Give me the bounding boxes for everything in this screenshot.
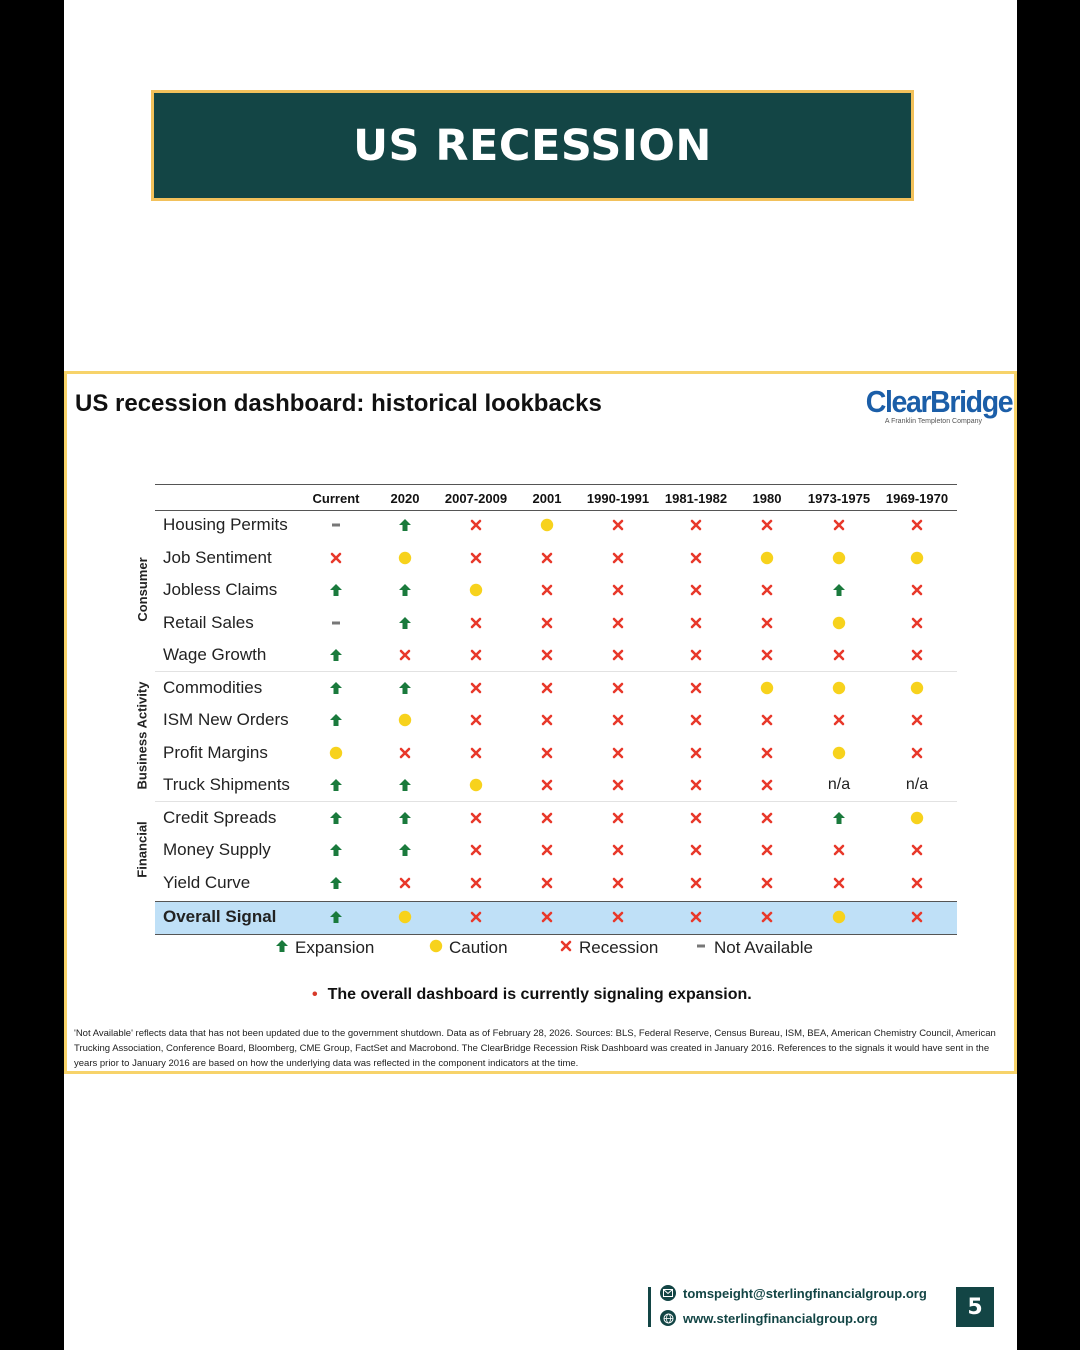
recession-x-icon [907, 907, 927, 927]
recession-x-icon [326, 548, 346, 568]
recession-x-icon [907, 515, 927, 535]
recession-x-icon [537, 775, 557, 795]
indicator-label: Jobless Claims [163, 580, 278, 599]
recession-x-icon [466, 710, 486, 730]
recession-x-icon [608, 907, 628, 927]
recession-x-icon [608, 613, 628, 633]
recession-x-icon [608, 548, 628, 568]
recession-x-icon [686, 808, 706, 828]
expansion-arrow-icon [326, 645, 346, 665]
legend-label: Recession [579, 938, 659, 957]
caution-dot-icon [907, 808, 927, 828]
indicator-label: ISM New Orders [163, 710, 289, 729]
indicator-label: Retail Sales [163, 612, 254, 632]
caution-dot-icon [829, 548, 849, 568]
expansion-arrow-icon [829, 580, 849, 600]
recession-x-icon [537, 808, 557, 828]
indicator-label: Money Supply [163, 840, 271, 859]
legend-item [429, 938, 508, 958]
caution-dot-icon [907, 548, 927, 568]
recession-x-icon [466, 548, 486, 568]
recession-x-icon [829, 873, 849, 893]
recession-x-icon [466, 645, 486, 665]
recession-x-icon [559, 938, 573, 958]
website-text[interactable]: www.sterlingfinancialgroup.org [683, 1310, 878, 1326]
caution-dot-icon [466, 580, 486, 600]
recession-x-icon [907, 580, 927, 600]
signal-cell [897, 775, 937, 795]
indicator-label: Truck Shipments [163, 775, 290, 794]
group-separator [155, 671, 957, 672]
expansion-arrow-icon [395, 613, 415, 633]
table-top-rule [155, 484, 957, 485]
expansion-arrow-icon [395, 580, 415, 600]
overall-signal-label: Overall Signal [163, 907, 277, 926]
recession-x-icon [537, 580, 557, 600]
caution-dot-icon [466, 775, 486, 795]
recession-x-icon [686, 710, 706, 730]
recession-x-icon [907, 645, 927, 665]
logo-name: ClearBridge [865, 384, 1012, 419]
recession-x-icon [537, 907, 557, 927]
group-label: Consumer [134, 557, 150, 622]
recession-x-icon [907, 873, 927, 893]
recession-x-icon [537, 710, 557, 730]
recession-x-icon [466, 808, 486, 828]
recession-x-icon [757, 907, 777, 927]
expansion-arrow-icon [326, 808, 346, 828]
column-header: 1980 [752, 491, 782, 506]
indicator-label: Credit Spreads [163, 807, 277, 827]
recession-x-icon [608, 645, 628, 665]
recession-x-icon [537, 548, 557, 568]
column-header: 2007-2009 [444, 491, 508, 506]
column-header: 1973-1975 [807, 491, 871, 506]
email-icon [660, 1285, 676, 1301]
expansion-arrow-icon [326, 840, 346, 860]
recession-x-icon [907, 840, 927, 860]
legend-item [694, 938, 813, 958]
column-header: 1969-1970 [885, 491, 949, 506]
caution-dot-icon [757, 678, 777, 698]
expansion-arrow-icon [326, 873, 346, 893]
expansion-arrow-icon [395, 840, 415, 860]
email-text[interactable]: tomspeight@sterlingfinancialgroup.org [683, 1285, 927, 1301]
recession-x-icon [466, 840, 486, 860]
legend-item [559, 938, 658, 958]
legend-label: Expansion [295, 938, 375, 957]
recession-x-icon [757, 840, 777, 860]
recession-x-icon [829, 515, 849, 535]
recession-x-icon [537, 613, 557, 633]
recession-x-icon [686, 907, 706, 927]
recession-x-icon [686, 580, 706, 600]
page [64, 0, 1017, 1350]
recession-x-icon [395, 743, 415, 763]
expansion-arrow-icon [395, 775, 415, 795]
recession-x-icon [608, 743, 628, 763]
recession-x-icon [757, 645, 777, 665]
summary-text: The overall dashboard is currently signaling expansion. [327, 986, 752, 1003]
page-number: 5 [956, 1287, 994, 1327]
recession-x-icon [757, 808, 777, 828]
recession-x-icon [608, 678, 628, 698]
caution-dot-icon [757, 548, 777, 568]
recession-x-icon [757, 613, 777, 633]
recession-x-icon [829, 645, 849, 665]
caution-dot-icon [395, 710, 415, 730]
na-text: n/a [905, 776, 929, 793]
caution-dot-icon [395, 548, 415, 568]
recession-x-icon [608, 515, 628, 535]
group-label: Financial [134, 821, 150, 878]
recession-x-icon [686, 743, 706, 763]
recession-x-icon [608, 710, 628, 730]
group-separator [155, 801, 957, 802]
expansion-arrow-icon [326, 775, 346, 795]
recession-x-icon [466, 678, 486, 698]
recession-x-icon [686, 678, 706, 698]
caution-dot-icon [537, 515, 557, 535]
caution-dot-icon [829, 743, 849, 763]
recession-x-icon [757, 873, 777, 893]
recession-x-icon [537, 678, 557, 698]
recession-x-icon [686, 873, 706, 893]
summary-bullet: • The overall dashboard is currently signaling expansion. [312, 986, 752, 1003]
recession-x-icon [608, 808, 628, 828]
recession-x-icon [757, 580, 777, 600]
dashboard-card [64, 371, 1017, 1074]
caution-dot-icon [429, 938, 443, 958]
recession-x-icon [757, 743, 777, 763]
legend-item [275, 938, 374, 958]
expansion-arrow-icon [829, 808, 849, 828]
legend-label: Not Available [714, 938, 813, 957]
recession-x-icon [466, 873, 486, 893]
globe-icon [660, 1310, 676, 1326]
group-label: Business Activity [134, 681, 150, 790]
recession-x-icon [829, 710, 849, 730]
recession-x-icon [466, 907, 486, 927]
caution-dot-icon [829, 678, 849, 698]
legend-label: Caution [449, 938, 508, 957]
recession-x-icon [686, 840, 706, 860]
recession-x-icon [395, 873, 415, 893]
column-header: 2020 [390, 491, 420, 506]
expansion-arrow-icon [395, 808, 415, 828]
recession-x-icon [537, 645, 557, 665]
recession-x-icon [686, 548, 706, 568]
recession-x-icon [537, 743, 557, 763]
recession-x-icon [608, 775, 628, 795]
indicator-label: Yield Curve [163, 872, 251, 892]
logo-tagline: A Franklin Templeton Company [884, 418, 982, 425]
recession-x-icon [537, 840, 557, 860]
caution-dot-icon [907, 678, 927, 698]
recession-x-icon [907, 743, 927, 763]
footer-divider [648, 1287, 651, 1327]
indicator-label: Profit Margins [163, 742, 268, 762]
expansion-arrow-icon [326, 710, 346, 730]
not-available-dash-icon [694, 938, 708, 958]
recession-x-icon [466, 515, 486, 535]
caution-dot-icon [395, 907, 415, 927]
expansion-arrow-icon [395, 515, 415, 535]
recession-x-icon [537, 873, 557, 893]
na-text: n/a [827, 776, 851, 793]
column-header: 1990-1991 [586, 491, 650, 506]
expansion-arrow-icon [326, 907, 346, 927]
expansion-arrow-icon [275, 938, 289, 958]
recession-x-icon [395, 645, 415, 665]
title-banner [151, 90, 914, 201]
email-line[interactable] [660, 1285, 927, 1301]
expansion-arrow-icon [395, 678, 415, 698]
not-available-dash-icon [326, 613, 346, 633]
caution-dot-icon [829, 907, 849, 927]
column-header: Current [312, 491, 360, 506]
recession-x-icon [686, 613, 706, 633]
column-header: 2001 [532, 491, 562, 506]
indicator-label: Wage Growth [163, 645, 267, 664]
footnote: 'Not Available' reflects data that has not been updated due to the government shutdown. Data as of February 28, 2026. Sources: BLS, Federal Reserve, Census Bureau, ISM, BEA, American Chemistry Council, American Trucking Association, Conference Board, Bloomberg, CME Group, FactSet and Macrobond. The ClearBridge Recession Risk Dashboard was created in January 2016. References to the signals it would have sent in the years prior to January 2016 are based on how the underlying data was reflected in the component indicators at the time. [74, 1028, 996, 1069]
caution-dot-icon [326, 743, 346, 763]
banner-title: US RECESSION [353, 120, 712, 171]
recession-x-icon [608, 580, 628, 600]
recession-x-icon [907, 710, 927, 730]
expansion-arrow-icon [326, 580, 346, 600]
recession-x-icon [829, 840, 849, 860]
not-available-dash-icon [326, 515, 346, 535]
signal-cell [819, 775, 859, 795]
recession-x-icon [466, 613, 486, 633]
recession-x-icon [466, 743, 486, 763]
recession-x-icon [757, 515, 777, 535]
recession-x-icon [686, 515, 706, 535]
contact-footer [648, 1285, 998, 1330]
recession-x-icon [686, 775, 706, 795]
recession-x-icon [757, 775, 777, 795]
indicator-label: Job Sentiment [163, 547, 272, 567]
recession-x-icon [608, 873, 628, 893]
website-line[interactable] [660, 1310, 878, 1326]
recession-x-icon [907, 613, 927, 633]
expansion-arrow-icon [326, 678, 346, 698]
table-header-rule [155, 510, 957, 511]
indicator-label: Commodities [163, 677, 263, 697]
recession-x-icon [757, 710, 777, 730]
clearbridge-logo [853, 386, 1012, 425]
card-title: US recession dashboard: historical lookbacks [75, 390, 602, 417]
caution-dot-icon [829, 613, 849, 633]
recession-x-icon [608, 840, 628, 860]
indicator-label: Housing Permits [163, 515, 288, 534]
column-header: 1981-1982 [664, 491, 728, 506]
recession-x-icon [686, 645, 706, 665]
